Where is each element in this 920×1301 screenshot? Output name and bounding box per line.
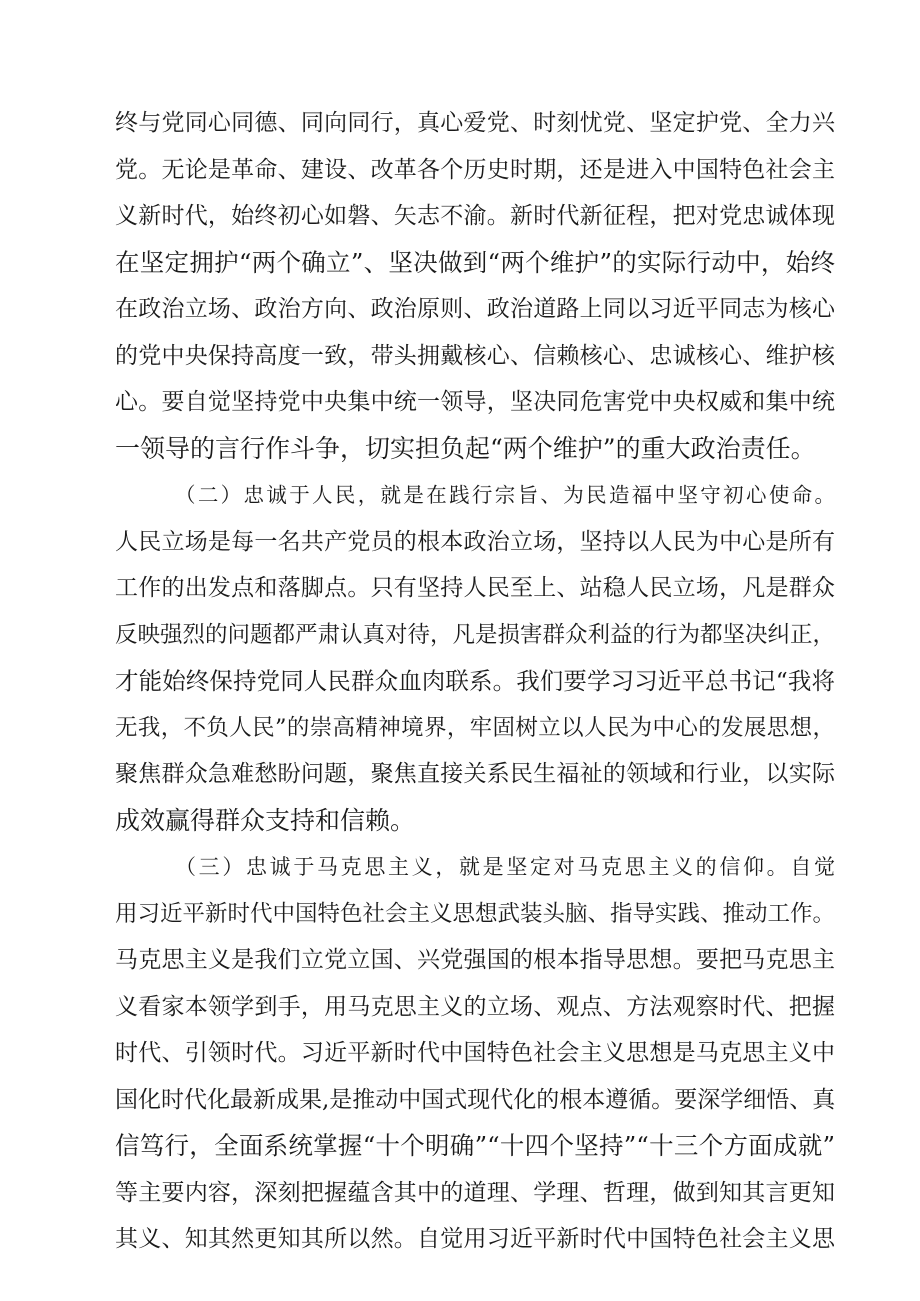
text-line: 其义、知其然更知其所以然。自觉用习近平新时代中国特色社会主义思: [115, 1226, 835, 1252]
text-line: 心。要自觉坚持党中央集中统一领导，坚决同危害党中央权威和集中统: [115, 389, 835, 415]
text-line: 工作的出发点和落脚点。只有坚持人民至上、站稳人民立场，凡是群众: [115, 575, 835, 601]
text-line: 国化时代化最新成果,是推动中国式现代化的根本遵循。要深学细悟、真: [115, 1086, 836, 1113]
text-line: 终与党同心同德、同向同行，真心爱党、时刻忧党、坚定护党、全力兴: [115, 110, 835, 136]
text-line: 无我，不负人民”的崇高精神境界，牢固树立以人民为中心的发展思想，: [115, 714, 835, 741]
text-line: 成效赢得群众支持和信赖。: [115, 805, 416, 835]
paragraph-heading-line: （三）忠诚于马克思主义，就是坚定对马克思主义的信仰。自觉: [175, 855, 835, 879]
text-line: 信笃行，全面系统掌握“十个明确”“十四个坚持”“十三个方面成就”: [115, 1131, 835, 1160]
text-line: 一领导的言行作斗争，切实担负起“两个维护”的重大政治责任。: [115, 433, 816, 463]
text-line: 义看家本领学到手，用马克思主义的立场、观点、方法观察时代、把握: [115, 993, 835, 1020]
text-line: 才能始终保持党同人民群众血肉联系。我们要学习习近平总书记“我将: [115, 667, 835, 695]
text-line: 人民立场是每一名共产党员的根本政治立场，坚持以人民为中心是所有: [115, 528, 835, 555]
text-line: 时代、引领时代。习近平新时代中国特色社会主义思想是马克思主义中: [115, 1040, 835, 1066]
document-body-text: [115, 100, 835, 1263]
text-line: 等主要内容，深刻把握蕴含其中的道理、学理、哲理，做到知其言更知: [115, 1179, 835, 1206]
paragraph-heading-line: （二）忠诚于人民，就是在践行宗旨、为民造福中坚守初心使命。: [175, 483, 835, 507]
text-line: 义新时代，始终初心如磐、矢志不渝。新时代新征程，把对党忠诚体现: [115, 203, 835, 229]
text-line: 的党中央保持高度一致，带头拥戴核心、信赖核心、忠诚核心、维护核: [115, 342, 835, 369]
text-line: 马克思主义是我们立党立国、兴党强国的根本指导思想。要把马克思主: [115, 947, 835, 973]
text-line: 聚焦群众急难愁盼问题，聚焦直接关系民生福祉的领域和行业，以实际: [115, 761, 835, 787]
text-line: 用习近平新时代中国特色社会主义思想武装头脑、指导实践、推动工作。: [115, 900, 836, 927]
text-line: 反映强烈的问题都严肃认真对待，凡是损害群众利益的行为都坚决纠正，: [115, 621, 836, 648]
text-line: 在坚定拥护“两个确立”、坚决做到“两个维护”的实际行动中，始终: [115, 247, 835, 277]
text-line: 在政治立场、政治方向、政治原则、政治道路上同以习近平同志为核心: [115, 296, 835, 322]
text-line: 党。无论是革命、建设、改革各个历史时期，还是进入中国特色社会主: [115, 156, 835, 183]
